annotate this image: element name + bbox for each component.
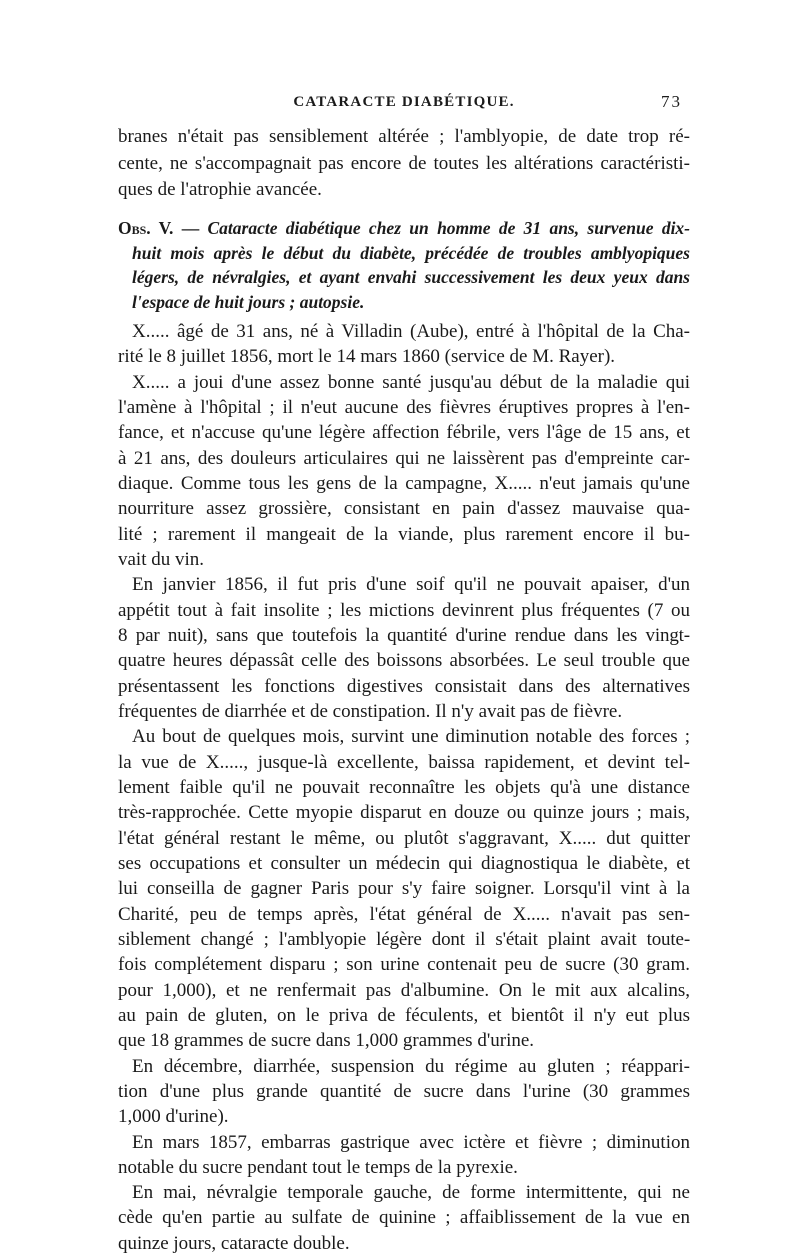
text-line: 8 par nuit), sans que toutefois la quantité d'urine rendue dans les vingt- xyxy=(118,624,690,646)
text-line: très-rapprochée. Cette myopie disparut en douze ou quinze jours ; mais, xyxy=(118,802,690,824)
text-line: En décembre, diarrhée, suspension du régime au gluten ; réappari- xyxy=(132,1055,690,1077)
observation-title-start: Cataracte diabétique chez un homme de 31 ans, survenue dix- xyxy=(207,218,691,238)
observation-heading xyxy=(118,216,690,314)
text-line: la vue de X....., jusque-là excellente, baissa rapidement, et devint tel- xyxy=(118,751,690,773)
text-line: lité ; rarement il mangeait de la viande, plus rarement encore il bu- xyxy=(118,523,690,545)
text-line: rité le 8 juillet 1856, mort le 14 mars 1860 (service de M. Rayer). xyxy=(118,346,616,368)
page-number: 73 xyxy=(661,92,682,111)
text-line: fois complétement disparu ; son urine contenait peu de sucre (30 gram. xyxy=(118,954,690,976)
running-head xyxy=(118,94,690,118)
text-line: diaque. Comme tous les gens de la campagne, X..... n'eut jamais qu'une xyxy=(118,472,690,494)
text-line: lement faible qu'il ne pouvait reconnaître les objets qu'à une distance xyxy=(118,776,690,798)
text-line: X..... âgé de 31 ans, né à Villadin (Aube), entré à l'hôpital de la Cha- xyxy=(132,321,690,342)
text-line: branes n'était pas sensiblement altérée ; l'amblyopie, de date trop ré- xyxy=(118,126,690,147)
observation-label: Obs. V. — xyxy=(118,218,200,238)
text-line: Charité, peu de temps après, l'état général de X..... n'avait pas sen- xyxy=(118,903,690,925)
text-line: présentassent les fonctions digestives consistait dans des alternatives xyxy=(118,675,690,697)
text-line: pour 1,000), et ne renfermait pas d'albumine. On le mit aux alcalins, xyxy=(118,979,690,1001)
text-line: cente, ne s'accompagnait pas encore de toutes les altérations caractéristi- xyxy=(118,152,690,174)
text-line: ques de l'atrophie avancée. xyxy=(118,179,322,200)
running-title: CATARACTE DIABÉTIQUE. xyxy=(293,94,515,110)
observation-line: huit mois après le début du diabète, précédée de troubles amblyopiques xyxy=(132,242,690,263)
text-line: En mars 1857, embarras gastrique avec ictère et fièvre ; diminution xyxy=(132,1131,690,1153)
text-line: que 18 grammes de sucre dans 1,000 grammes d'urine. xyxy=(118,1030,535,1052)
text-line: nourriture assez grossière, consistant en pain d'assez mauvaise qua- xyxy=(118,498,690,520)
observation-line: l'espace de huit jours ; autopsie. xyxy=(132,291,365,312)
text-line: En mai, névralgie temporale gauche, de forme intermittente, qui ne xyxy=(132,1182,690,1204)
text-line: notable du sucre pendant tout le temps de la pyrexie. xyxy=(118,1156,518,1178)
text-line: siblement changé ; l'amblyopie légère dont il s'était plaint avait toute- xyxy=(118,928,690,950)
text-line: fance, et n'accuse qu'une légère affection fébrile, vers l'âge de 15 ans, et xyxy=(118,422,690,444)
text-line: X..... a joui d'une assez bonne santé jusqu'au début de la maladie qui xyxy=(132,371,690,393)
text-line: En janvier 1856, il fut pris d'une soif qu'il ne pouvait apaiser, d'un xyxy=(132,574,690,596)
text-line: lui conseilla de gagner Paris pour s'y faire soigner. Lorsqu'il vint à la xyxy=(118,878,690,900)
text-line: cède qu'en partie au sulfate de quinine ; affaiblissement de la vue en xyxy=(118,1207,690,1229)
text-line: Au bout de quelques mois, survint une diminution notable des forces ; xyxy=(132,726,690,748)
text-line: vait du vin. xyxy=(118,548,205,570)
text-line: au pain de gluten, on le priva de féculents, et bientôt il n'y eut plus xyxy=(118,1004,690,1026)
text-line: à 21 ans, des douleurs articulaires qui ne laissèrent pas d'empreinte car- xyxy=(118,447,690,469)
observation-first-line xyxy=(118,216,690,241)
observation-line: légers, de névralgies, et ayant envahi successivement les deux yeux dans xyxy=(132,267,690,287)
intro-paragraph xyxy=(118,124,690,204)
text-line: 1,000 d'urine). xyxy=(118,1106,229,1128)
text-line: ses occupations et consulter un médecin qui diagnostiqua le diabète, et xyxy=(118,852,690,874)
text-line: l'état général restant le même, ou plutôt s'aggravant, X..... dut quitter xyxy=(118,827,690,849)
text-line: tion d'une plus grande quantité de sucre dans l'urine (30 grammes xyxy=(118,1080,690,1102)
text-line: appétit tout à fait insolite ; les mictions devinrent plus fréquentes (7 ou xyxy=(118,599,690,621)
text-line: quatre heures dépassât celle des boissons absorbées. Le seul trouble que xyxy=(118,650,690,672)
text-line: quinze jours, cataracte double. xyxy=(118,1232,350,1254)
text-line: fréquentes de diarrhée et de constipation. Il n'y avait pas de fièvre. xyxy=(118,700,623,722)
case-report-body xyxy=(118,319,690,1256)
text-line: l'amène à l'hôpital ; il n'eut aucune des fièvres éruptives propres à l'en- xyxy=(118,396,690,418)
